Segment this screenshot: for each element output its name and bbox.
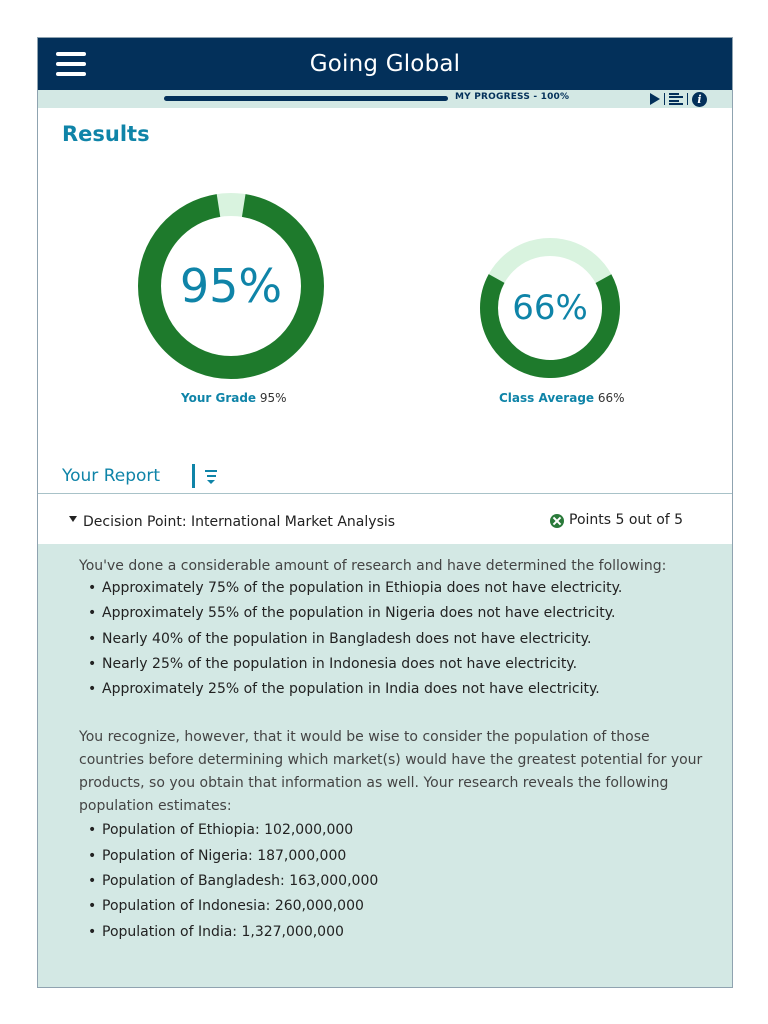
report-title: Your Report [62,466,161,486]
decision-point-header[interactable] [38,494,732,544]
list-item: • Population of Ethiopia: 102,000,000 [79,820,716,845]
results-title: Results [62,122,150,146]
hamburger-menu-icon[interactable] [56,52,86,76]
info-icon[interactable]: i [692,92,707,107]
electricity-list [79,578,716,704]
list-item: • Population of Bangladesh: 163,000,000 [79,871,716,896]
list-item: • Approximately 55% of the population in Nigeria does not have electricity. [79,603,716,628]
list-item: • Nearly 25% of the population in Indonesia does not have electricity. [79,654,716,679]
list-item: • Approximately 75% of the population in Ethiopia does not have electricity. [79,578,716,603]
progress-bar [38,90,732,108]
class-average-caption [499,391,625,405]
app-frame [37,37,733,988]
grade-caption [181,391,287,405]
points-icon [550,514,564,528]
class-average-donut [480,238,620,378]
progress-fill [164,96,448,101]
points-text: Points 5 out of 5 [569,512,684,528]
list-item: • Population of Nigeria: 187,000,000 [79,846,716,871]
filter-icon[interactable] [205,470,217,484]
intro-text: You've done a considerable amount of research and have determined the following: [79,558,667,574]
progress-controls [650,91,707,107]
list-item: • Population of India: 1,327,000,000 [79,922,716,947]
decision-point-title: Decision Point: International Market Analysis [83,514,396,530]
top-bar [38,38,732,90]
list-item: • Approximately 25% of the population in India does not have electricity. [79,679,716,704]
population-intro-text: You recognize, however, that it would be wise to consider the population of those countries before determining which market(s) would have the greatest potential for your products, so you obtain that information as well. Your research reveals the following population estimates: [79,729,703,815]
play-icon[interactable] [650,93,660,105]
grade-caption-label: Your Grade [181,391,257,405]
population-list [79,820,716,946]
list-item: • Nearly 40% of the population in Bangladesh does not have electricity. [79,629,716,654]
app-title: Going Global [309,51,461,77]
class-average-caption-label: Class Average [499,391,595,405]
list-icon[interactable] [669,93,683,105]
progress-track [164,96,448,101]
grade-caption-value: 95% [259,391,287,405]
report-divider [192,464,195,488]
decision-point-content [38,544,732,988]
grade-value: 95% [179,259,283,313]
list-item: • Population of Indonesia: 260,000,000 [79,896,716,921]
class-average-value: 66% [512,288,588,328]
grade-donut [138,193,324,379]
class-average-caption-value: 66% [597,391,625,405]
progress-label: MY PROGRESS - 100% [455,92,570,102]
caret-down-icon[interactable] [69,516,77,522]
